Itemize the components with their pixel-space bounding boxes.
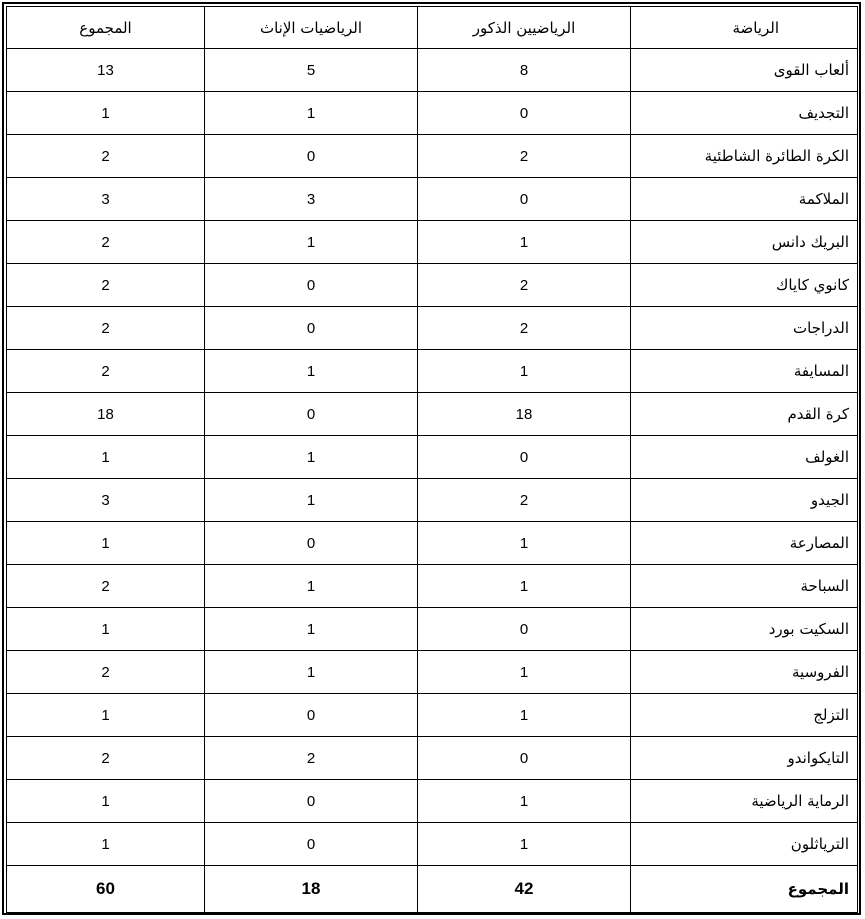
female-count-cell: 0 — [205, 823, 418, 866]
female-count-cell: 2 — [205, 737, 418, 780]
male-count-cell: 1 — [418, 350, 631, 393]
table-row — [7, 737, 858, 780]
male-count-cell: 1 — [418, 694, 631, 737]
sport-cell: التزلج — [631, 694, 858, 737]
sport-cell: التجديف — [631, 92, 858, 135]
table-row — [7, 178, 858, 221]
table-row — [7, 436, 858, 479]
male-count-cell: 1 — [418, 522, 631, 565]
female-count-cell: 5 — [205, 49, 418, 92]
total-male: 42 — [418, 866, 631, 913]
sport-cell: كرة القدم — [631, 393, 858, 436]
sport-cell: التايكواندو — [631, 737, 858, 780]
table-row — [7, 694, 858, 737]
female-count-cell: 1 — [205, 608, 418, 651]
sport-cell: الغولف — [631, 436, 858, 479]
table-header — [7, 7, 858, 49]
table-row — [7, 49, 858, 92]
total-count-cell: 1 — [7, 694, 205, 737]
sport-cell: الترياثلون — [631, 823, 858, 866]
female-count-cell: 1 — [205, 436, 418, 479]
total-count-cell: 1 — [7, 780, 205, 823]
male-count-cell: 1 — [418, 221, 631, 264]
male-count-cell: 2 — [418, 264, 631, 307]
female-count-cell: 0 — [205, 264, 418, 307]
table-row — [7, 522, 858, 565]
total-female: 18 — [205, 866, 418, 913]
female-count-cell: 3 — [205, 178, 418, 221]
sport-cell: المسايفة — [631, 350, 858, 393]
male-count-cell: 0 — [418, 92, 631, 135]
female-count-cell: 0 — [205, 780, 418, 823]
table-row — [7, 92, 858, 135]
total-count-cell: 2 — [7, 350, 205, 393]
table-row — [7, 393, 858, 436]
header-female: الرياضيات الإناث — [205, 7, 418, 49]
female-count-cell: 1 — [205, 221, 418, 264]
total-count-cell: 1 — [7, 436, 205, 479]
sport-cell: الدراجات — [631, 307, 858, 350]
header-row — [7, 7, 858, 49]
total-total: 60 — [7, 866, 205, 913]
female-count-cell: 1 — [205, 350, 418, 393]
female-count-cell: 0 — [205, 135, 418, 178]
male-count-cell: 2 — [418, 135, 631, 178]
table-row — [7, 264, 858, 307]
female-count-cell: 1 — [205, 565, 418, 608]
sport-cell: المصارعة — [631, 522, 858, 565]
header-sport: الرياضة — [631, 7, 858, 49]
table-row — [7, 608, 858, 651]
table-row — [7, 823, 858, 866]
sport-cell: الكرة الطائرة الشاطئية — [631, 135, 858, 178]
total-count-cell: 2 — [7, 264, 205, 307]
table-row — [7, 479, 858, 522]
total-count-cell: 1 — [7, 92, 205, 135]
header-male: الرياضيين الذكور — [418, 7, 631, 49]
total-count-cell: 2 — [7, 737, 205, 780]
sport-cell: ألعاب القوى — [631, 49, 858, 92]
male-count-cell: 18 — [418, 393, 631, 436]
athletes-by-sport-table — [6, 6, 858, 913]
total-row — [7, 866, 858, 913]
table-row — [7, 651, 858, 694]
total-count-cell: 18 — [7, 393, 205, 436]
male-count-cell: 0 — [418, 737, 631, 780]
total-count-cell: 13 — [7, 49, 205, 92]
female-count-cell: 1 — [205, 479, 418, 522]
sport-cell: الملاكمة — [631, 178, 858, 221]
male-count-cell: 2 — [418, 479, 631, 522]
sport-cell: السكيت بورد — [631, 608, 858, 651]
male-count-cell: 0 — [418, 178, 631, 221]
table-body — [7, 49, 858, 913]
total-count-cell: 2 — [7, 651, 205, 694]
total-label: المجموع — [631, 866, 858, 913]
table-row — [7, 350, 858, 393]
male-count-cell: 1 — [418, 780, 631, 823]
table-row — [7, 135, 858, 178]
total-count-cell: 3 — [7, 178, 205, 221]
male-count-cell: 1 — [418, 823, 631, 866]
male-count-cell: 1 — [418, 565, 631, 608]
total-count-cell: 2 — [7, 135, 205, 178]
female-count-cell: 0 — [205, 694, 418, 737]
sport-cell: كانوي كاياك — [631, 264, 858, 307]
male-count-cell: 1 — [418, 651, 631, 694]
sport-cell: الجيدو — [631, 479, 858, 522]
female-count-cell: 0 — [205, 522, 418, 565]
total-count-cell: 1 — [7, 522, 205, 565]
sport-cell: السباحة — [631, 565, 858, 608]
sport-cell: الفروسية — [631, 651, 858, 694]
total-count-cell: 2 — [7, 565, 205, 608]
male-count-cell: 8 — [418, 49, 631, 92]
table-row — [7, 780, 858, 823]
table-row — [7, 307, 858, 350]
female-count-cell: 1 — [205, 92, 418, 135]
table-row — [7, 221, 858, 264]
total-count-cell: 2 — [7, 221, 205, 264]
total-count-cell: 1 — [7, 823, 205, 866]
female-count-cell: 0 — [205, 307, 418, 350]
male-count-cell: 2 — [418, 307, 631, 350]
female-count-cell: 0 — [205, 393, 418, 436]
header-total: المجموع — [7, 7, 205, 49]
sport-cell: البريك دانس — [631, 221, 858, 264]
total-count-cell: 3 — [7, 479, 205, 522]
sport-cell: الرماية الرياضية — [631, 780, 858, 823]
total-count-cell: 1 — [7, 608, 205, 651]
total-count-cell: 2 — [7, 307, 205, 350]
female-count-cell: 1 — [205, 651, 418, 694]
male-count-cell: 0 — [418, 436, 631, 479]
table-row — [7, 565, 858, 608]
male-count-cell: 0 — [418, 608, 631, 651]
